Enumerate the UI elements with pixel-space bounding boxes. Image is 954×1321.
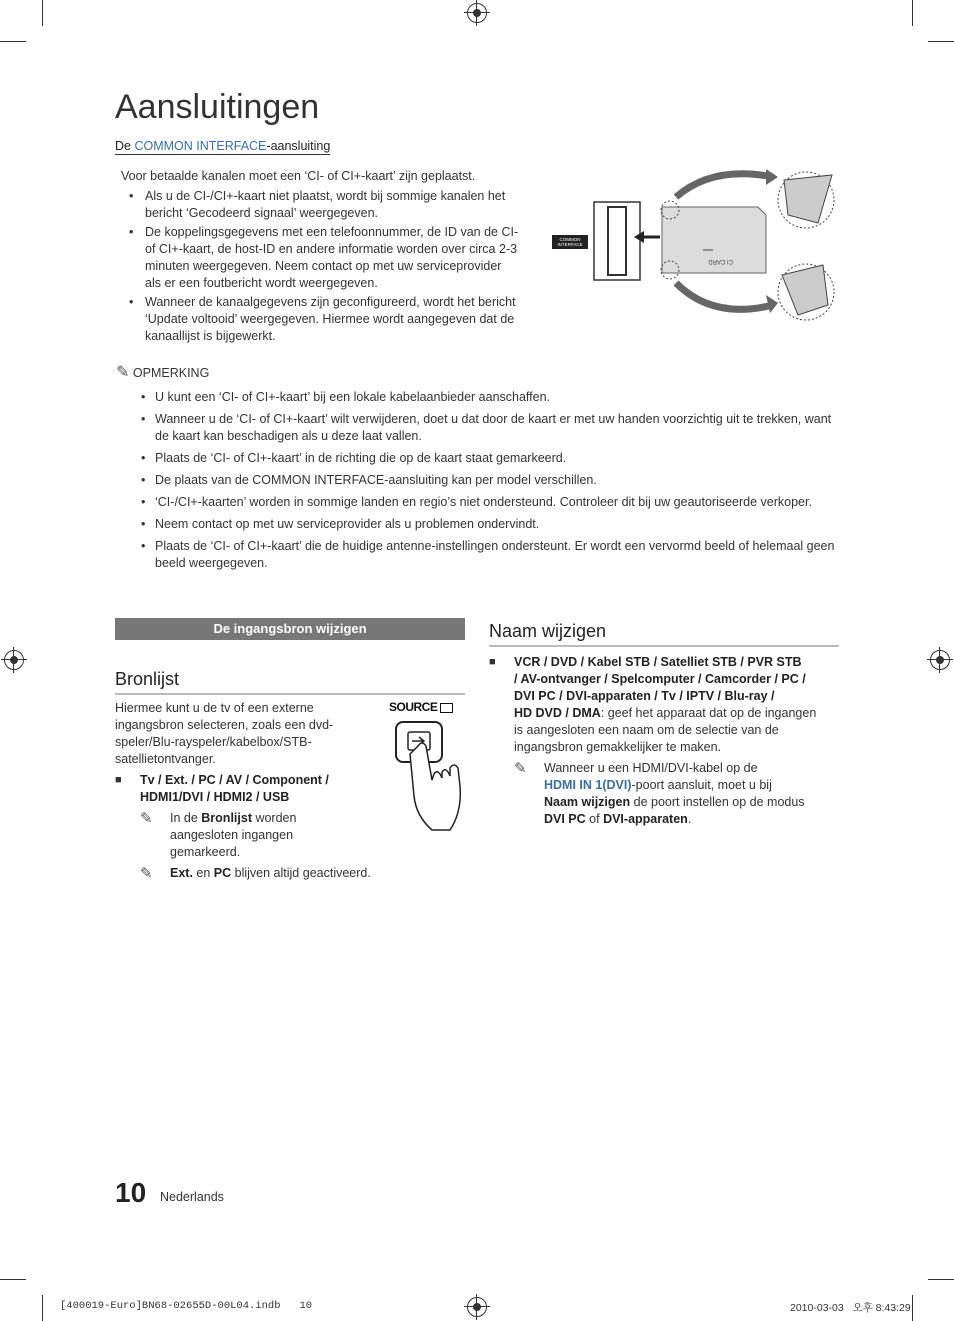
list-item: • Wanneer u de ‘CI- of CI+-kaart’ wilt verwijderen, doet u dat door de kaart er met uw handen voorzichtig uit te trekken, want de kaart kan beschadigen als u deze laat vallen. (139, 411, 842, 445)
opmerking-label: OPMERKING (132, 366, 210, 380)
crop-mark (928, 41, 954, 42)
section-band-title: De ingangsbron wijzigen (115, 618, 465, 640)
ci-bullets (121, 188, 531, 345)
options-line: Tv / Ext. / PC / AV / Component / (140, 773, 329, 787)
naam-list: ■ VCR / DVD / Kabel STB / Satelliet STB / PVR STB / AV-ontvanger / Spelcomputer / Camcorder / PC / DVI PC / DVI-apparaten / Tv / IPTV / Blu-ray / HD DVD / DMA: geef het apparaat dat op de ingangen is aangesloten een naam om de selectie van de ingangsbron gemakkelijker te maken. (489, 655, 817, 754)
print-datetime: 2010-03-03 오후 8:43:29 (790, 1302, 911, 1314)
bronlijst-text (115, 700, 375, 768)
note-icon: ✎ (514, 760, 527, 777)
registration-mark-icon (467, 3, 487, 23)
crop-mark (928, 1279, 954, 1280)
crop-mark (42, 0, 43, 26)
list-item: • Als u de CI-/CI+-kaart niet plaatst, wordt bij sommige kanalen het bericht ‘Gecodeerd signaal’ weergegeven. (121, 188, 531, 222)
ci-intro: Voor betaalde kanalen moet een ‘CI- of CI+-kaart’ zijn geplaatst. (121, 169, 476, 183)
text-line: Hiermee kunt u de tv of een externe (115, 701, 314, 715)
page-number: 10 (115, 1177, 147, 1208)
registration-mark-icon (467, 1297, 487, 1317)
list-item: • De plaats van de COMMON INTERFACE-aansluiting kan per model verschillen. (139, 472, 842, 489)
naam-wijzigen-heading: Naam wijzigen (489, 621, 839, 647)
note-icon: ✎ (140, 810, 153, 827)
naam-note: ✎ Wanneer u een HDMI/DVI-kabel op de HDMI IN 1(DVI)-poort aansluit, moet u bij Naam wijzigen de poort instellen op de modus DVI PC of DVI-apparaten. (514, 760, 805, 826)
note-icon: ✎ (116, 364, 130, 381)
bronlijst-note-2: ✎ Ext. en PC blijven altijd geactiveerd. (140, 865, 371, 882)
page-title: Aansluitingen (115, 88, 320, 126)
opmerking-list (139, 389, 842, 577)
bronlijst-options (115, 772, 375, 806)
list-item: • Neem contact op met uw serviceprovider als u problemen ondervindt. (139, 516, 842, 533)
bronlijst-heading: Bronlijst (115, 669, 465, 695)
registration-mark-icon (930, 650, 950, 670)
list-item: • De koppelingsgegevens met een telefoonnummer, de ID van de CI- of CI+-kaart, de host-ID en andere informatie worden over circa 2-3 minuten weergegeven. Neem contact op met uw serviceprovider als er een foutbericht wordt weergegeven. (121, 224, 531, 292)
crop-mark (912, 0, 913, 26)
list-item: • Plaats de ‘CI- of CI+-kaart’ in de richting die op de kaart staat gemarkeerd. (139, 450, 842, 467)
crop-mark (0, 1279, 26, 1280)
square-bullet-icon: ■ (115, 774, 122, 786)
text-line: speler/Blu-rayspeler/kabelbox/STB- (115, 735, 312, 749)
registration-mark-icon (4, 650, 24, 670)
crop-mark (42, 1295, 43, 1321)
source-icon (440, 703, 453, 713)
source-button-label: SOURCE (389, 700, 453, 714)
list-item: • Wanneer de kanaalgegevens zijn geconfigureerd, wordt het bericht ‘Update voltooid’ weergegeven. Hiermee wordt aangegeven dat de kanaallijst is bijgewerkt. (121, 294, 531, 345)
port-label-line2: INTERFACE (557, 242, 583, 247)
crop-mark (0, 41, 26, 42)
bronlijst-note-1: ✎ In de Bronlijst worden aangesloten ingangen gemarkeerd. (140, 810, 297, 859)
ci-card-label: CI CARD (708, 258, 733, 264)
ci-section-heading (115, 139, 330, 155)
port-label-line1: COMMON (559, 237, 581, 242)
ci-card-illustration (548, 165, 838, 325)
list-item: • U kunt een ‘CI- of CI+-kaart’ bij een lokale kabelaanbieder aanschaffen. (139, 389, 842, 406)
note-icon: ✎ (140, 865, 153, 882)
options-line: HDMI1/DVI / HDMI2 / USB (140, 790, 290, 804)
text-line: ingangsbron selecteren, zoals een dvd- (115, 718, 334, 732)
opmerking-heading (116, 364, 209, 382)
heading-suffix: -aansluiting (266, 139, 331, 153)
text-line: satellietontvanger. (115, 752, 216, 766)
crop-mark (912, 1295, 913, 1321)
list-item: • Plaats de ‘CI- of CI+-kaart’ die de huidige antenne-instellingen ondersteunt. Er wordt een vervormd beeld of helemaal geen beeld weergegeven. (139, 538, 842, 572)
page-language: Nederlands (160, 1190, 224, 1204)
heading-prefix: De (115, 139, 135, 153)
square-bullet-icon: ■ (489, 656, 496, 668)
heading-highlight: COMMON INTERFACE (134, 139, 267, 153)
print-file-info: [400019-Euro]BN68-02655D-00L04.indb 10 (60, 1300, 313, 1312)
remote-hand-illustration (388, 716, 468, 834)
list-item: • ‘CI-/CI+-kaarten’ worden in sommige landen en regio’s niet ondersteund. Controleer dit bij uw geautoriseerde verkoper. (139, 494, 842, 511)
